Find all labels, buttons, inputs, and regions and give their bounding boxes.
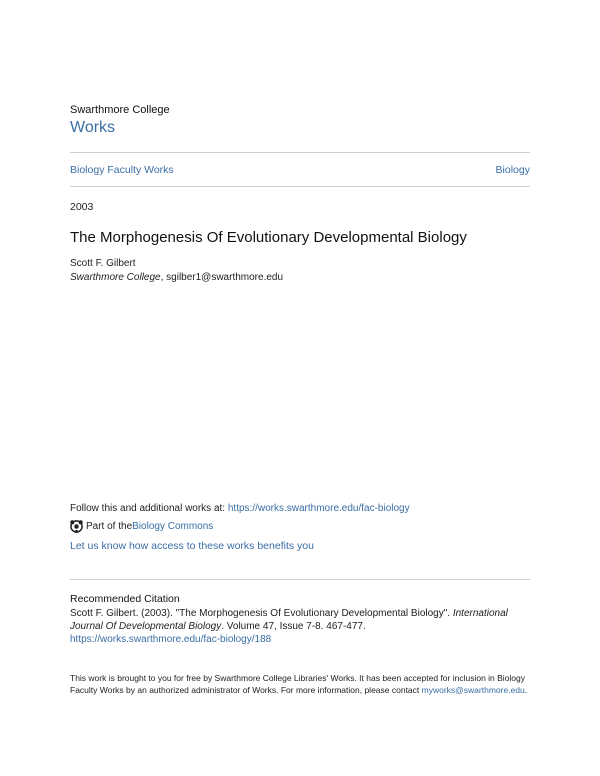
part-of-line bbox=[70, 520, 213, 533]
follow-url-link[interactable]: https://works.swarthmore.edu/fac-biology bbox=[227, 503, 410, 514]
footer-notice bbox=[70, 672, 530, 696]
author-affiliation bbox=[70, 272, 283, 283]
citation-main: Scott F. Gilbert. (2003). "The Morphogenesis Of Evolutionary Developmental Biology". bbox=[70, 608, 453, 619]
citation-details: . Volume 47, Issue 7-8. 467-477. bbox=[221, 621, 366, 632]
citation-text bbox=[70, 607, 530, 646]
breadcrumb-biology[interactable]: Biology bbox=[495, 164, 530, 176]
institution-name: Swarthmore College bbox=[70, 104, 170, 116]
footer-text: This work is brought to you for free by Swarthmore College Libraries' Works. It has been accepted for inclusion in Biology Faculty Works by an authorized administrator of Works. For more information, please contact bbox=[70, 673, 526, 695]
commons-network-icon bbox=[70, 520, 83, 533]
let-us-know-link[interactable]: Let us know how access to these works benefits you bbox=[70, 540, 314, 552]
publication-year: 2003 bbox=[70, 201, 94, 213]
footer-end: . bbox=[524, 685, 528, 695]
citation-url-link[interactable]: https://works.swarthmore.edu/fac-biology/188 bbox=[70, 634, 272, 645]
recommended-citation-heading: Recommended Citation bbox=[70, 593, 180, 605]
affiliation-name: Swarthmore College bbox=[70, 272, 161, 283]
cover-page bbox=[70, 0, 530, 776]
divider bbox=[70, 152, 530, 153]
contact-email-link[interactable]: myworks@swarthmore.edu bbox=[421, 685, 525, 695]
part-of-prefix: Part of the bbox=[86, 521, 133, 532]
divider bbox=[70, 579, 530, 580]
follow-line bbox=[70, 503, 410, 514]
biology-commons-link[interactable]: Biology Commons bbox=[132, 521, 214, 532]
article-title: The Morphogenesis Of Evolutionary Developmental Biology bbox=[70, 229, 467, 246]
divider bbox=[70, 186, 530, 187]
follow-prefix: Follow this and additional works at: bbox=[70, 503, 228, 514]
breadcrumb-biology-faculty-works[interactable]: Biology Faculty Works bbox=[70, 164, 174, 176]
author-name: Scott F. Gilbert bbox=[70, 258, 136, 269]
repository-link[interactable]: Works bbox=[70, 119, 116, 136]
citation-journal: International Journal Of Developmental Biology bbox=[70, 608, 508, 632]
author-email: , sgilber1@swarthmore.edu bbox=[160, 272, 284, 283]
